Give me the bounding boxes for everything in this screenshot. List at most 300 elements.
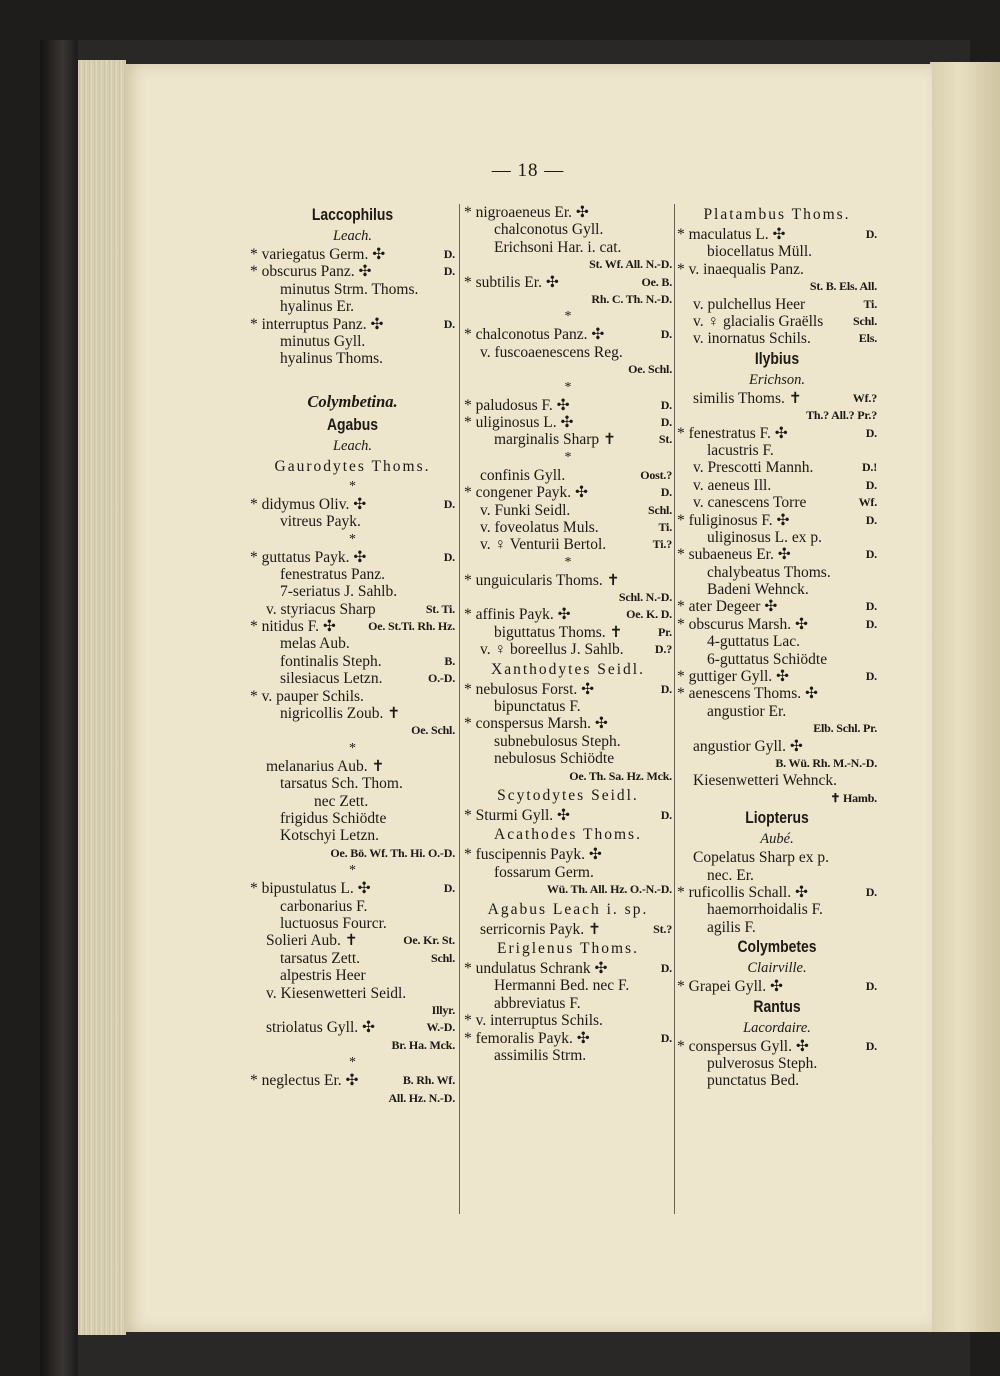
- species-entry: [677, 598, 877, 615]
- entry-text: striolatus Gyll. ✣: [266, 1019, 375, 1037]
- book-page: [124, 64, 932, 1332]
- locality-note: D.: [865, 884, 877, 899]
- locality-note: St. Ti.: [425, 601, 455, 616]
- synonym-entry: [464, 221, 672, 238]
- entry-text: confinis Gyll.: [480, 466, 566, 484]
- locality-note: O.-D.: [428, 671, 455, 686]
- variety-entry: [677, 772, 877, 789]
- entry-text: v. ♀ boreellus J. Sahlb.: [480, 641, 624, 659]
- subgenus-heading: Xanthodytes Seidl.: [491, 660, 645, 678]
- distribution-note: St. B. Els. All.: [809, 279, 877, 294]
- facing-page-edge: [930, 62, 1000, 1332]
- column-right: [677, 204, 877, 1090]
- variety-entry: [677, 313, 877, 330]
- genus-heading: Ilybius: [754, 348, 800, 368]
- distribution-note: Schl. N.-D.: [618, 590, 672, 605]
- variety-entry: [677, 738, 877, 755]
- entry-text: * affinis Payk. ✣: [464, 606, 571, 624]
- synonym-entry: [250, 670, 455, 687]
- entry-text: v. canescens Torre: [693, 494, 807, 512]
- genus-author: Erichson.: [749, 371, 805, 388]
- entry-text: v. Prescotti Mannh.: [693, 459, 814, 477]
- entry-text: Erichsoni Har. i. cat.: [494, 238, 622, 256]
- locality-note: Wf.: [858, 495, 877, 510]
- tribe-heading: Colymbetina.: [307, 391, 398, 411]
- species-entry: [464, 414, 672, 431]
- entry-text: subnebulosus Steph.: [494, 732, 621, 750]
- distribution-note: St. Wf. All. N.-D.: [589, 257, 672, 272]
- locality-note: D.: [865, 477, 877, 492]
- entry-text: * conspersus Gyll. ✣: [677, 1037, 809, 1055]
- locality-note: D.: [660, 960, 672, 975]
- entry-text: pulverosus Steph.: [707, 1054, 818, 1072]
- synonym-entry: [464, 864, 672, 881]
- species-entry: [250, 263, 455, 280]
- entry-text: * Sturmi Gyll. ✣: [464, 807, 570, 825]
- entry-text: tarsatus Zett.: [280, 949, 361, 967]
- locality-note: D.: [865, 425, 877, 440]
- entry-text: * v. pauper Schils.: [250, 687, 364, 705]
- entry-text: biguttatus Thoms. ✝: [494, 623, 623, 641]
- variety-entry: [677, 477, 877, 494]
- section-star: *: [349, 478, 356, 494]
- species-entry: [464, 572, 672, 589]
- entry-text: Copelatus Sharp ex p.: [693, 849, 830, 867]
- entry-text: v. foveolatus Muls.: [480, 518, 599, 536]
- variety-entry: [464, 536, 672, 553]
- species-entry: [677, 261, 877, 278]
- species-entry: [464, 681, 672, 698]
- genus-author: Aubé.: [760, 831, 794, 848]
- variety-entry: [250, 1019, 455, 1036]
- entry-text: * nebulosus Forst. ✣: [464, 680, 595, 698]
- locality-note: D.: [660, 397, 672, 412]
- column-divider-left: [459, 204, 460, 1214]
- entry-text: * unguicularis Thoms. ✝: [464, 571, 620, 589]
- entry-text: * ruficollis Schall. ✣: [677, 883, 808, 901]
- entry-text: Kotschyi Letzn.: [280, 827, 380, 845]
- locality-note: Els.: [858, 331, 877, 346]
- locality-note: W.-D.: [426, 1020, 455, 1035]
- entry-text: frigidus Schiödte: [280, 810, 387, 827]
- species-entry: [464, 397, 672, 414]
- distribution-note: B. Wü. Rh. M.-N.-D.: [775, 755, 877, 770]
- column-middle: [464, 204, 672, 1064]
- locality-note: Ti.: [863, 296, 877, 311]
- entry-text: minutus Strm. Thoms.: [280, 280, 419, 298]
- synonym-entry: [250, 635, 455, 652]
- locality-note: D.: [660, 327, 672, 342]
- entry-text: * nitidus F. ✣: [250, 618, 336, 636]
- synonym-entry: [677, 867, 877, 884]
- entry-text: fossarum Germ.: [494, 863, 594, 881]
- variety-entry: [677, 390, 877, 407]
- subgenus-heading: Acathodes Thoms.: [494, 826, 642, 844]
- entry-text: * ater Degeer ✣: [677, 598, 778, 616]
- synonym-entry: [250, 350, 455, 367]
- entry-text: Hermanni Bed. nec F.: [494, 977, 630, 995]
- distribution-note: Rh. C. Th. N.-D.: [591, 291, 672, 306]
- genus-author: Clairville.: [747, 960, 807, 977]
- genus-heading: Liopterus: [745, 808, 809, 828]
- distribution-note: Th.? All.? Pr.?: [806, 408, 877, 423]
- variety-entry: [677, 459, 877, 476]
- synonym-entry: [250, 967, 455, 984]
- genus-heading: Rantus: [753, 996, 801, 1016]
- species-entry: [464, 606, 672, 623]
- variety-entry: [250, 985, 455, 1002]
- distribution-note: Oe. Th. Sa. Hz. Mck.: [569, 768, 672, 783]
- synonym-entry: [250, 827, 455, 844]
- entry-text: 7-seriatus J. Sahlb.: [280, 583, 398, 601]
- variety-entry: [250, 758, 455, 775]
- entry-text: Solieri Aub. ✝: [266, 932, 358, 950]
- entry-text: v. pulchellus Heer: [693, 295, 806, 313]
- section-star: *: [349, 863, 356, 879]
- variety-entry: [464, 502, 672, 519]
- synonym-entry: [250, 298, 455, 315]
- entry-text: v. ♀ Venturii Bertol.: [480, 536, 607, 554]
- locality-note: D.: [660, 485, 672, 500]
- variety-entry: [677, 330, 877, 347]
- locality-note: Oe. K. D.: [626, 607, 672, 622]
- column-left: [250, 204, 455, 1107]
- synonym-entry: [677, 581, 877, 598]
- entry-text: * neglectus Er. ✣: [250, 1072, 359, 1090]
- locality-note: D.!: [861, 460, 877, 475]
- genus-author: Leach.: [332, 228, 373, 244]
- entry-text: haemorrhoidalis F.: [707, 901, 823, 919]
- species-entry: [464, 1030, 672, 1047]
- entry-text: * didymus Oliv. ✣: [250, 495, 367, 513]
- distribution-note: ✝ Hamb.: [830, 790, 877, 805]
- variety-entry: [464, 519, 672, 536]
- entry-text: Kiesenwetteri Wehnck.: [693, 772, 837, 790]
- distribution-note: Wü. Th. All. Hz. O.-N.-D.: [546, 882, 672, 897]
- locality-note: D.?: [654, 642, 672, 657]
- entry-text: biocellatus Müll.: [707, 243, 813, 261]
- species-entry: [677, 978, 877, 995]
- distribution-note: Oe. Bö. Wf. Th. Hi. O.-D.: [330, 845, 455, 860]
- entry-text: v. Kiesenwetteri Seidl.: [266, 984, 407, 1002]
- locality-note: D.: [443, 247, 455, 261]
- species-entry: [677, 884, 877, 901]
- locality-note: St.?: [653, 921, 672, 936]
- species-entry: [677, 425, 877, 442]
- page-number: — 18 —: [491, 160, 565, 181]
- entry-text: nebulosus Schiödte: [494, 750, 615, 768]
- genus-author: Lacordaire.: [743, 1019, 811, 1036]
- locality-note: Schl.: [647, 502, 672, 517]
- synonym-entry: [677, 442, 877, 459]
- species-entry: [464, 204, 672, 221]
- variety-entry: [677, 849, 877, 866]
- synonym-entry: [250, 566, 455, 583]
- distribution-note: Illyr.: [431, 1002, 455, 1017]
- locality-note: D.: [865, 979, 877, 994]
- synonym-entry: [464, 733, 672, 750]
- synonym-entry: [250, 333, 455, 350]
- species-entry: [464, 715, 672, 732]
- entry-text: chalconotus Gyll.: [494, 221, 604, 239]
- entry-text: nec. Er.: [707, 866, 754, 884]
- entry-text: assimilis Strm.: [494, 1046, 587, 1064]
- page-edges: [78, 60, 126, 1335]
- synonym-entry: [677, 651, 877, 668]
- entry-text: * v. interruptus Schils.: [464, 1012, 603, 1030]
- entry-text: * guttiger Gyll. ✣: [677, 668, 790, 686]
- synonym-entry: [250, 793, 455, 810]
- entry-text: v. Funki Seidl.: [480, 501, 571, 519]
- locality-note: Oe. Kr. St.: [403, 933, 455, 948]
- entry-text: melas Aub.: [280, 635, 350, 653]
- entry-text: * undulatus Schrank ✣: [464, 959, 608, 977]
- locality-note: Schl.: [430, 950, 455, 965]
- entry-text: fenestratus Panz.: [280, 565, 386, 583]
- species-entry: [677, 512, 877, 529]
- species-entry: [250, 618, 455, 635]
- distribution-note: Oe. Schl.: [411, 723, 455, 738]
- synonym-entry: [250, 281, 455, 298]
- entry-text: * v. inaequalis Panz.: [677, 260, 804, 278]
- section-star: *: [349, 1055, 356, 1071]
- variety-entry: [250, 601, 455, 618]
- section-star: *: [349, 531, 356, 547]
- distribution-note: All. Hz. N.-D.: [388, 1090, 455, 1105]
- species-entry: [250, 246, 455, 263]
- entry-text: angustior Er.: [707, 702, 787, 720]
- entry-text: * guttatus Payk. ✣: [250, 548, 367, 566]
- synonym-entry: [464, 977, 672, 994]
- synonym-entry: [250, 583, 455, 600]
- locality-note: D.: [660, 681, 672, 696]
- locality-note: D.: [865, 512, 877, 527]
- genus-author: Leach.: [332, 437, 373, 454]
- distribution-note: Elb. Schl. Pr.: [813, 721, 877, 736]
- entry-text: uliginosus L. ex p.: [707, 528, 822, 546]
- species-entry: [464, 274, 672, 291]
- locality-note: D.: [660, 414, 672, 429]
- entry-text: * obscurus Marsh. ✣: [677, 615, 808, 633]
- entry-text: * fuliginosus F. ✣: [677, 511, 790, 529]
- subgenus-heading: Platambus Thoms.: [703, 206, 851, 223]
- synonym-entry: [464, 624, 672, 641]
- synonym-entry: [464, 698, 672, 715]
- entry-text: * uliginosus L. ✣: [464, 413, 574, 431]
- locality-note: D.: [660, 808, 672, 823]
- synonym-entry: [464, 750, 672, 767]
- species-entry: [677, 546, 877, 563]
- locality-note: D.: [443, 881, 455, 896]
- locality-note: Oost.?: [640, 467, 672, 482]
- synonym-entry: [677, 901, 877, 918]
- variety-entry: [464, 344, 672, 361]
- entry-text: angustior Gyll. ✣: [693, 737, 803, 755]
- species-entry: [677, 1038, 877, 1055]
- subgenus-heading: Gaurodytes Thoms.: [274, 457, 431, 475]
- species-entry: [677, 685, 877, 702]
- entry-text: carbonarius F.: [280, 897, 368, 915]
- section-star: *: [564, 449, 572, 465]
- synonym-entry: [250, 898, 455, 915]
- entry-text: * subaeneus Er. ✣: [677, 546, 791, 564]
- entry-text: alpestris Heer: [280, 967, 366, 985]
- subgenus-heading: Agabus Leach i. sp.: [487, 900, 649, 918]
- variety-entry: [464, 641, 672, 658]
- distribution-note: Oe. Schl.: [628, 362, 672, 377]
- section-star: *: [564, 554, 572, 570]
- locality-note: D.: [660, 1030, 672, 1045]
- locality-note: St.: [658, 432, 672, 447]
- synonym-entry: [250, 915, 455, 932]
- variety-entry: [677, 494, 877, 511]
- synonym-entry: [677, 919, 877, 936]
- synonym-entry: [677, 243, 877, 260]
- entry-text: * congener Payk. ✣: [464, 484, 589, 502]
- locality-note: B. Rh. Wf.: [402, 1073, 455, 1088]
- locality-note: D.: [865, 1038, 877, 1053]
- synonym-entry: [464, 995, 672, 1012]
- entry-text: * fenestratus F. ✣: [677, 424, 788, 442]
- locality-note: Wf.?: [852, 390, 877, 405]
- species-entry: [250, 496, 455, 513]
- section-star: *: [564, 309, 572, 325]
- entry-text: lacustris F.: [707, 441, 774, 459]
- species-entry: [464, 484, 672, 501]
- entry-text: 4-guttatus Lac.: [707, 633, 800, 651]
- synonym-entry: [677, 564, 877, 581]
- section-star: *: [564, 379, 572, 395]
- species-entry: [250, 1072, 455, 1089]
- entry-text: * paludosus F. ✣: [464, 396, 570, 414]
- synonym-entry: [677, 1055, 877, 1072]
- locality-note: Pr.: [658, 624, 672, 639]
- section-star: *: [349, 740, 356, 756]
- synonym-entry: [250, 950, 455, 967]
- locality-note: D.: [865, 669, 877, 684]
- subgenus-heading: Scytodytes Seidl.: [497, 787, 639, 805]
- variety-entry: [677, 296, 877, 313]
- entry-text: * chalconotus Panz. ✣: [464, 326, 605, 344]
- species-entry: [464, 326, 672, 343]
- entry-text: punctatus Bed.: [707, 1072, 800, 1090]
- entry-text: hyalinus Er.: [280, 298, 355, 316]
- species-entry: [464, 1012, 672, 1029]
- species-entry: [677, 226, 877, 243]
- locality-note: D.: [865, 599, 877, 614]
- entry-text: nigricollis Zoub. ✝: [280, 705, 401, 723]
- species-entry: [250, 880, 455, 897]
- entry-text: minutus Gyll.: [280, 332, 366, 350]
- variety-entry: [464, 921, 672, 938]
- species-entry: [250, 316, 455, 333]
- synonym-entry: [250, 513, 455, 530]
- synonym-entry: [464, 1047, 672, 1064]
- entry-text: serricornis Payk. ✝: [480, 920, 602, 938]
- entry-text: v. ♀ glacialis Graëlls: [693, 312, 824, 330]
- entry-text: * aenescens Thoms. ✣: [677, 685, 818, 703]
- genus-heading: Colymbetes: [737, 937, 817, 957]
- synonym-entry: [677, 633, 877, 650]
- entry-text: * fuscipennis Payk. ✣: [464, 846, 602, 864]
- entry-text: * conspersus Marsh. ✣: [464, 715, 608, 733]
- species-entry: [677, 616, 877, 633]
- locality-note: B.: [444, 653, 455, 668]
- distribution-note: Br. Ha. Mck.: [391, 1037, 455, 1052]
- entry-text: v. inornatus Schils.: [693, 330, 811, 348]
- subgenus-heading: Eriglenus Thoms.: [497, 939, 639, 957]
- locality-note: D.: [443, 316, 455, 331]
- entry-text: bipunctatus F.: [494, 698, 581, 716]
- entry-text: * nigroaeneus Er. ✣: [464, 204, 589, 221]
- entry-text: * variegatus Germ. ✣: [250, 246, 386, 263]
- entry-text: * obscurus Panz. ✣: [250, 263, 372, 281]
- entry-text: fontinalis Steph.: [280, 652, 382, 670]
- entry-text: * maculatus L. ✣: [677, 226, 786, 243]
- entry-text: v. styriacus Sharp: [266, 600, 376, 618]
- locality-note: Schl.: [852, 313, 877, 328]
- locality-note: Ti.: [658, 519, 672, 534]
- synonym-entry: [677, 1072, 877, 1089]
- species-entry: [464, 846, 672, 863]
- entry-text: 6-guttatus Schiödte: [707, 650, 828, 668]
- locality-note: D.: [865, 547, 877, 562]
- entry-text: abbreviatus F.: [494, 994, 581, 1012]
- synonym-entry: [250, 653, 455, 670]
- synonym-entry: [250, 810, 455, 827]
- entry-text: vitreus Payk.: [280, 513, 361, 531]
- entry-text: silesiacus Letzn.: [280, 670, 383, 688]
- genus-heading: Laccophilus: [311, 205, 394, 224]
- species-entry: [250, 549, 455, 566]
- locality-note: D.: [865, 227, 877, 241]
- locality-note: Oe. St.Ti. Rh. Hz.: [368, 619, 455, 634]
- locality-note: D.: [443, 496, 455, 511]
- column-divider-right: [674, 204, 675, 1214]
- locality-note: Oe. B.: [641, 274, 672, 289]
- book-spine: [40, 40, 78, 1376]
- entry-text: hyalinus Thoms.: [280, 350, 384, 368]
- entry-text: chalybeatus Thoms.: [707, 563, 831, 581]
- synonym-entry: [250, 705, 455, 722]
- entry-text: melanarius Aub. ✝: [266, 757, 385, 775]
- entry-text: tarsatus Sch. Thom.: [280, 775, 403, 793]
- spacer: [250, 368, 455, 390]
- synonym-entry: [250, 775, 455, 792]
- entry-text: * subtilis Er. ✣: [464, 273, 559, 291]
- entry-text: agilis F.: [707, 918, 756, 936]
- entry-text: Badeni Wehnck.: [707, 581, 809, 599]
- entry-text: * Grapei Gyll. ✣: [677, 978, 783, 996]
- locality-note: D.: [443, 549, 455, 564]
- entry-text: * femoralis Payk. ✣: [464, 1029, 590, 1047]
- locality-note: D.: [865, 616, 877, 631]
- entry-text: similis Thoms. ✝: [693, 389, 802, 407]
- species-entry: [464, 807, 672, 824]
- synonym-entry: [677, 703, 877, 720]
- species-entry: [677, 668, 877, 685]
- synonym-entry: [464, 431, 672, 448]
- species-entry: [250, 688, 455, 705]
- entry-text: * bipustulatus L. ✣: [250, 880, 371, 898]
- species-entry: [464, 960, 672, 977]
- entry-text: luctuosus Fourcr.: [280, 914, 387, 932]
- variety-entry: [464, 467, 672, 484]
- synonym-entry: [677, 529, 877, 546]
- entry-text: v. fuscoaenescens Reg.: [480, 343, 623, 361]
- entry-text: * interruptus Panz. ✣: [250, 315, 384, 333]
- variety-entry: [250, 932, 455, 949]
